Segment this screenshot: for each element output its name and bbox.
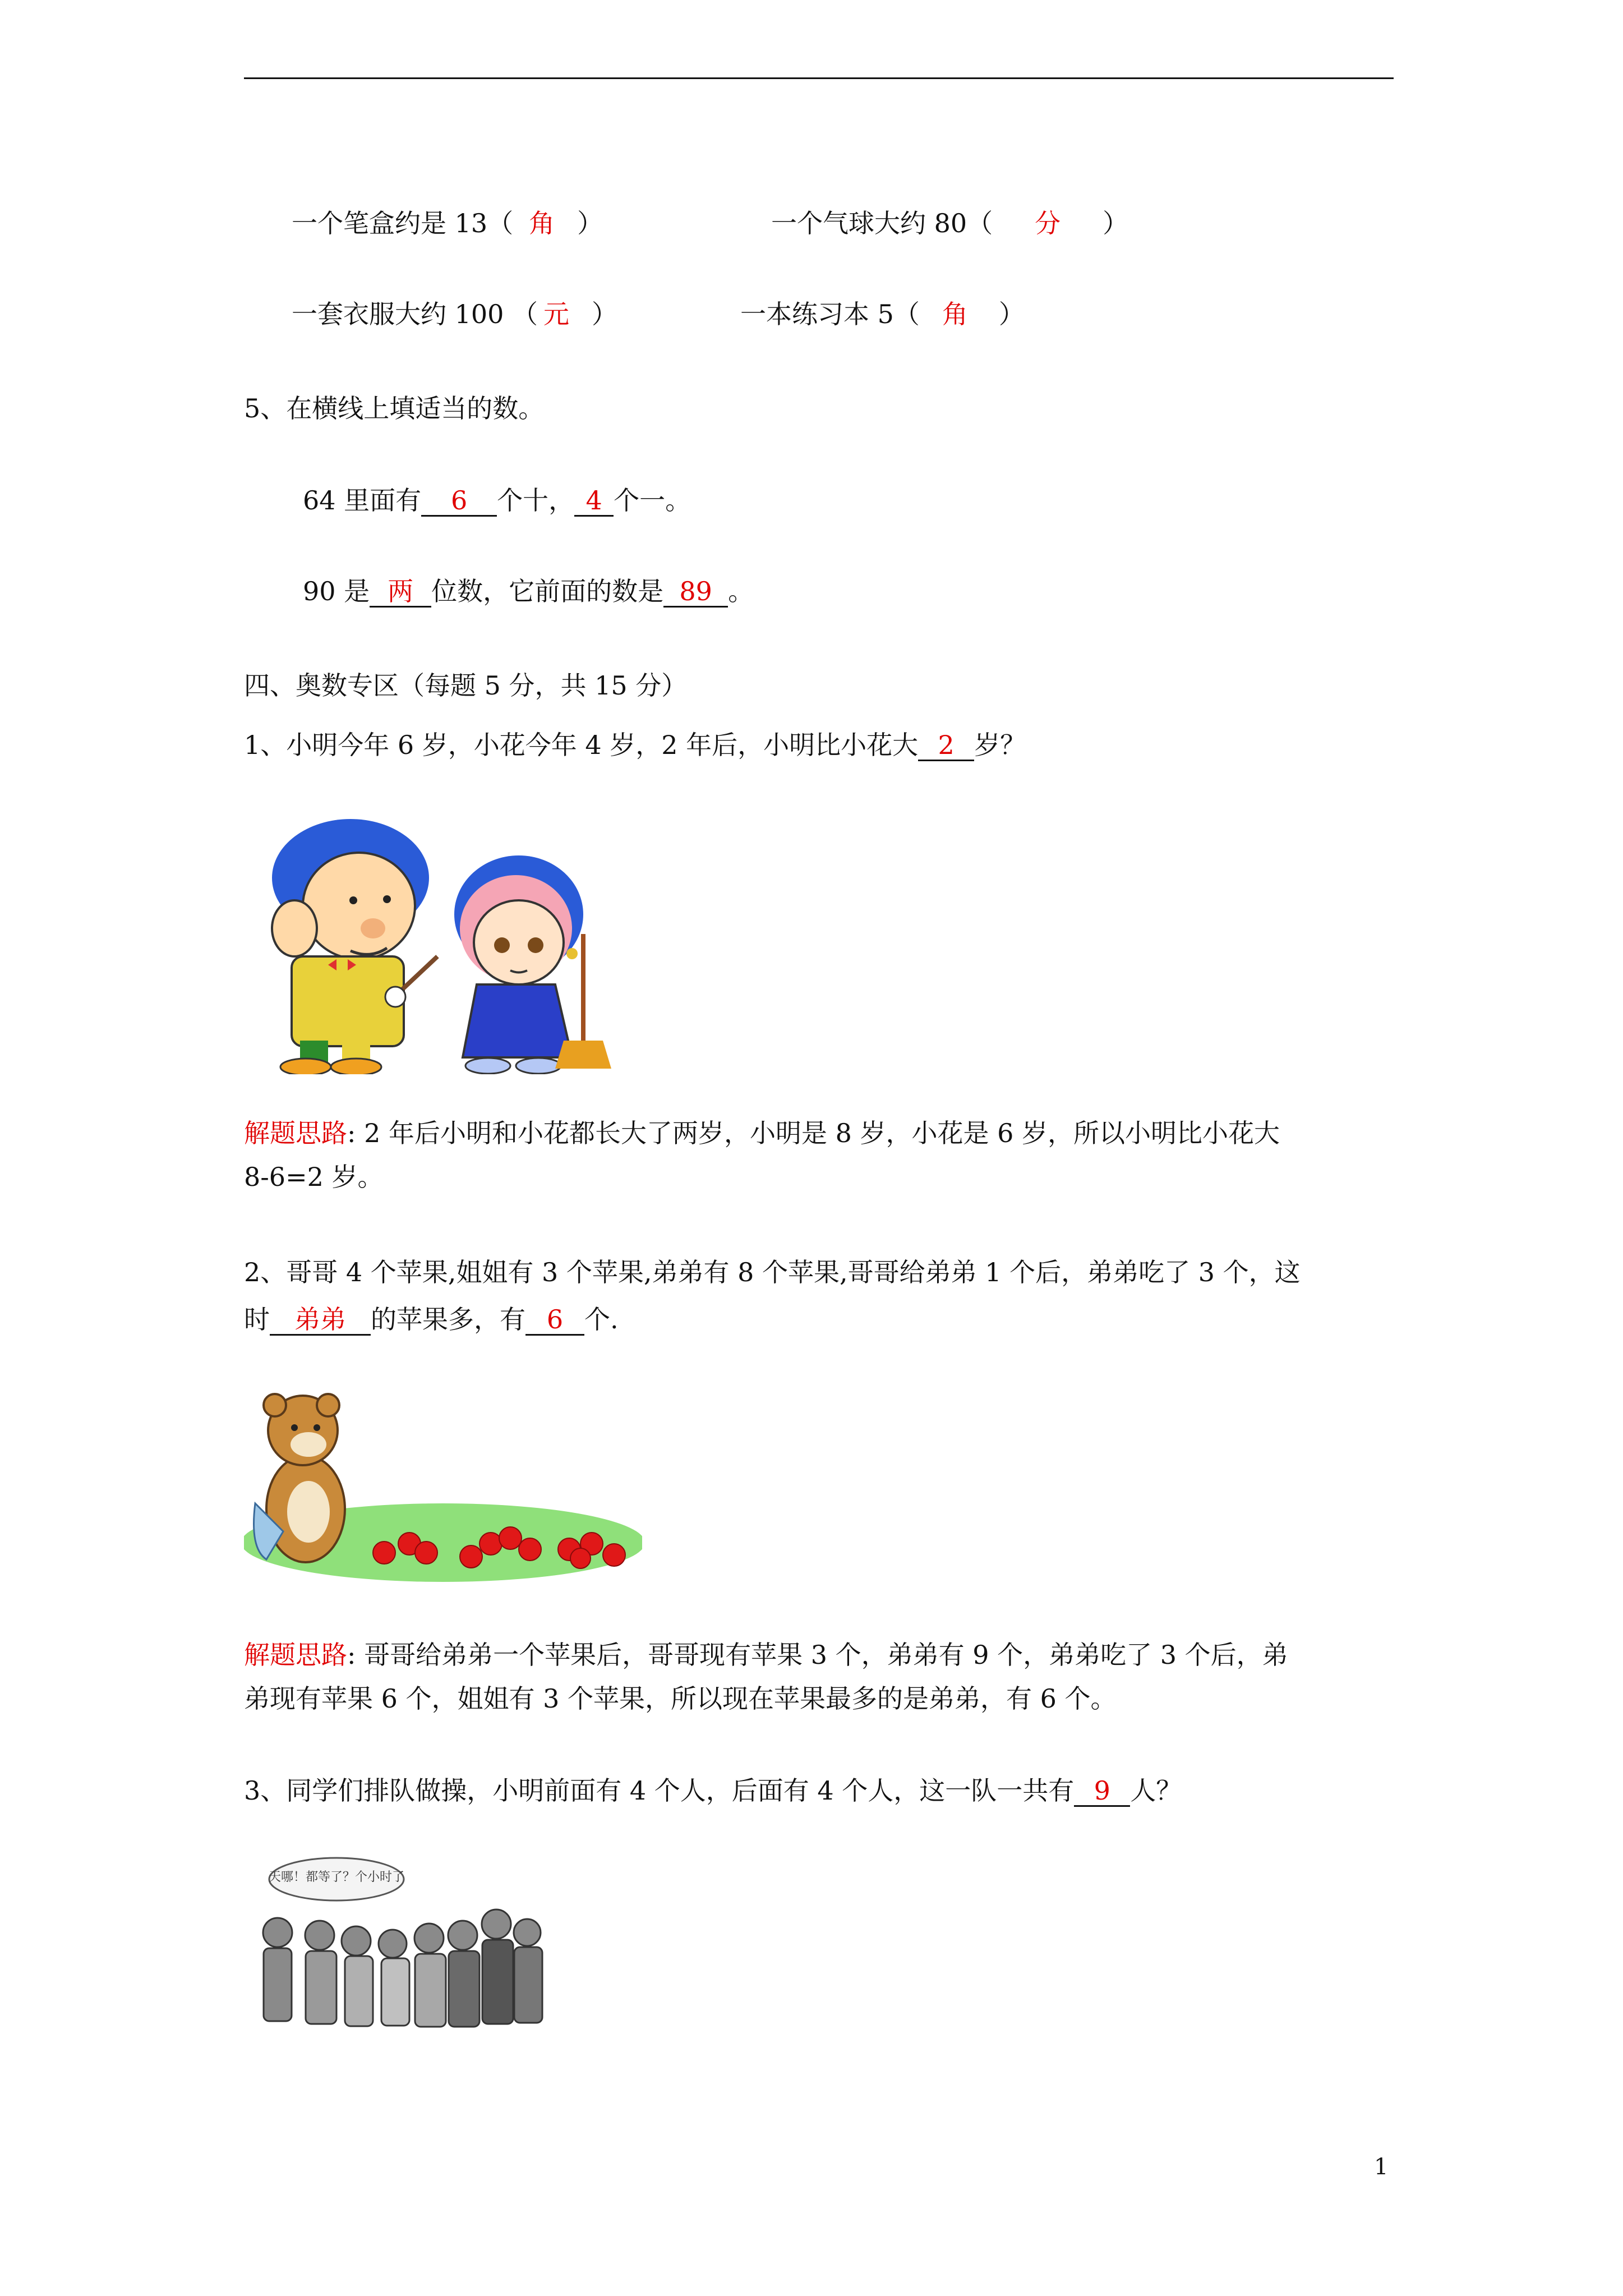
page-number: 1 xyxy=(1374,2154,1389,2180)
bear-apples-image xyxy=(244,1391,642,1582)
girl-figure xyxy=(454,855,611,1074)
answer-blank: 2 xyxy=(918,730,974,761)
problem-1: 1、小明今年 6 岁，小花今年 4 岁，2 年后，小明比小花大 2 岁？ xyxy=(244,730,1026,760)
speech-bubble-text: 天哪！都等了？个小时了 xyxy=(268,1870,405,1884)
problem-3: 3、同学们排队做操，小明前面有 4 个人，后面有 4 个人，这一队一共有 9 人？ xyxy=(244,1775,1182,1806)
cartoon-boy-girl-image xyxy=(252,816,623,1074)
unit-question-clothes: 一套衣服大约 100 （ 元 ） xyxy=(292,299,618,329)
unit-question-pencil-box: 一个笔盒约是 13（ 角 ） xyxy=(292,208,603,238)
section5-title: 5、在横线上填适当的数。 xyxy=(244,393,545,424)
answer-blank: 89 xyxy=(663,577,728,608)
problem-2-line1: 2、哥哥 4 个苹果,姐姐有 3 个苹果,弟弟有 8 个苹果,哥哥给弟弟 1 个后，弟弟吃了 3 个，这 xyxy=(244,1257,1301,1287)
section5-line1: 64 里面有 6 个十， 4 个一。 xyxy=(303,485,691,516)
header-rule xyxy=(244,77,1394,79)
solution-1-line2: 8-6=2 岁。 xyxy=(244,1162,384,1192)
unit-question-balloon: 一个气球大约 80（ 分 ） xyxy=(771,208,1129,238)
unit-question-exercise-book: 一本练习本 5（ 角 ） xyxy=(740,299,1025,329)
solution-2-line2: 弟现有苹果 6 个，姐姐有 3 个苹果，所以现在苹果最多的是弟弟，有 6 个。 xyxy=(244,1683,1117,1714)
section4-title: 四、奥数专区（每题 5 分，共 15 分） xyxy=(244,670,688,701)
queue-cartoon-image xyxy=(244,1848,547,2047)
answer-blank: 两 xyxy=(370,577,431,608)
answer-blank: 6 xyxy=(421,486,497,517)
section5-line2: 90 是 两 位数，它前面的数是 89 。 xyxy=(303,576,754,606)
answer-blank: 4 xyxy=(574,486,614,517)
boy-figure xyxy=(272,819,437,1074)
solution-2-line1: 解题思路: 哥哥给弟弟一个苹果后，哥哥现有苹果 3 个，弟弟有 9 个，弟弟吃了 3 个后，弟 xyxy=(244,1640,1288,1670)
answer-blank: 弟弟 xyxy=(270,1305,371,1336)
answer-blank: 6 xyxy=(525,1305,584,1336)
problem-2-line2: 时 弟弟 的苹果多，有 6 个. xyxy=(244,1304,619,1335)
answer-blank: 9 xyxy=(1074,1776,1130,1807)
solution-1-line1: 解题思路: 2 年后小明和小花都长大了两岁，小明是 8 岁，小花是 6 岁，所以小明比小花大 xyxy=(244,1118,1280,1148)
